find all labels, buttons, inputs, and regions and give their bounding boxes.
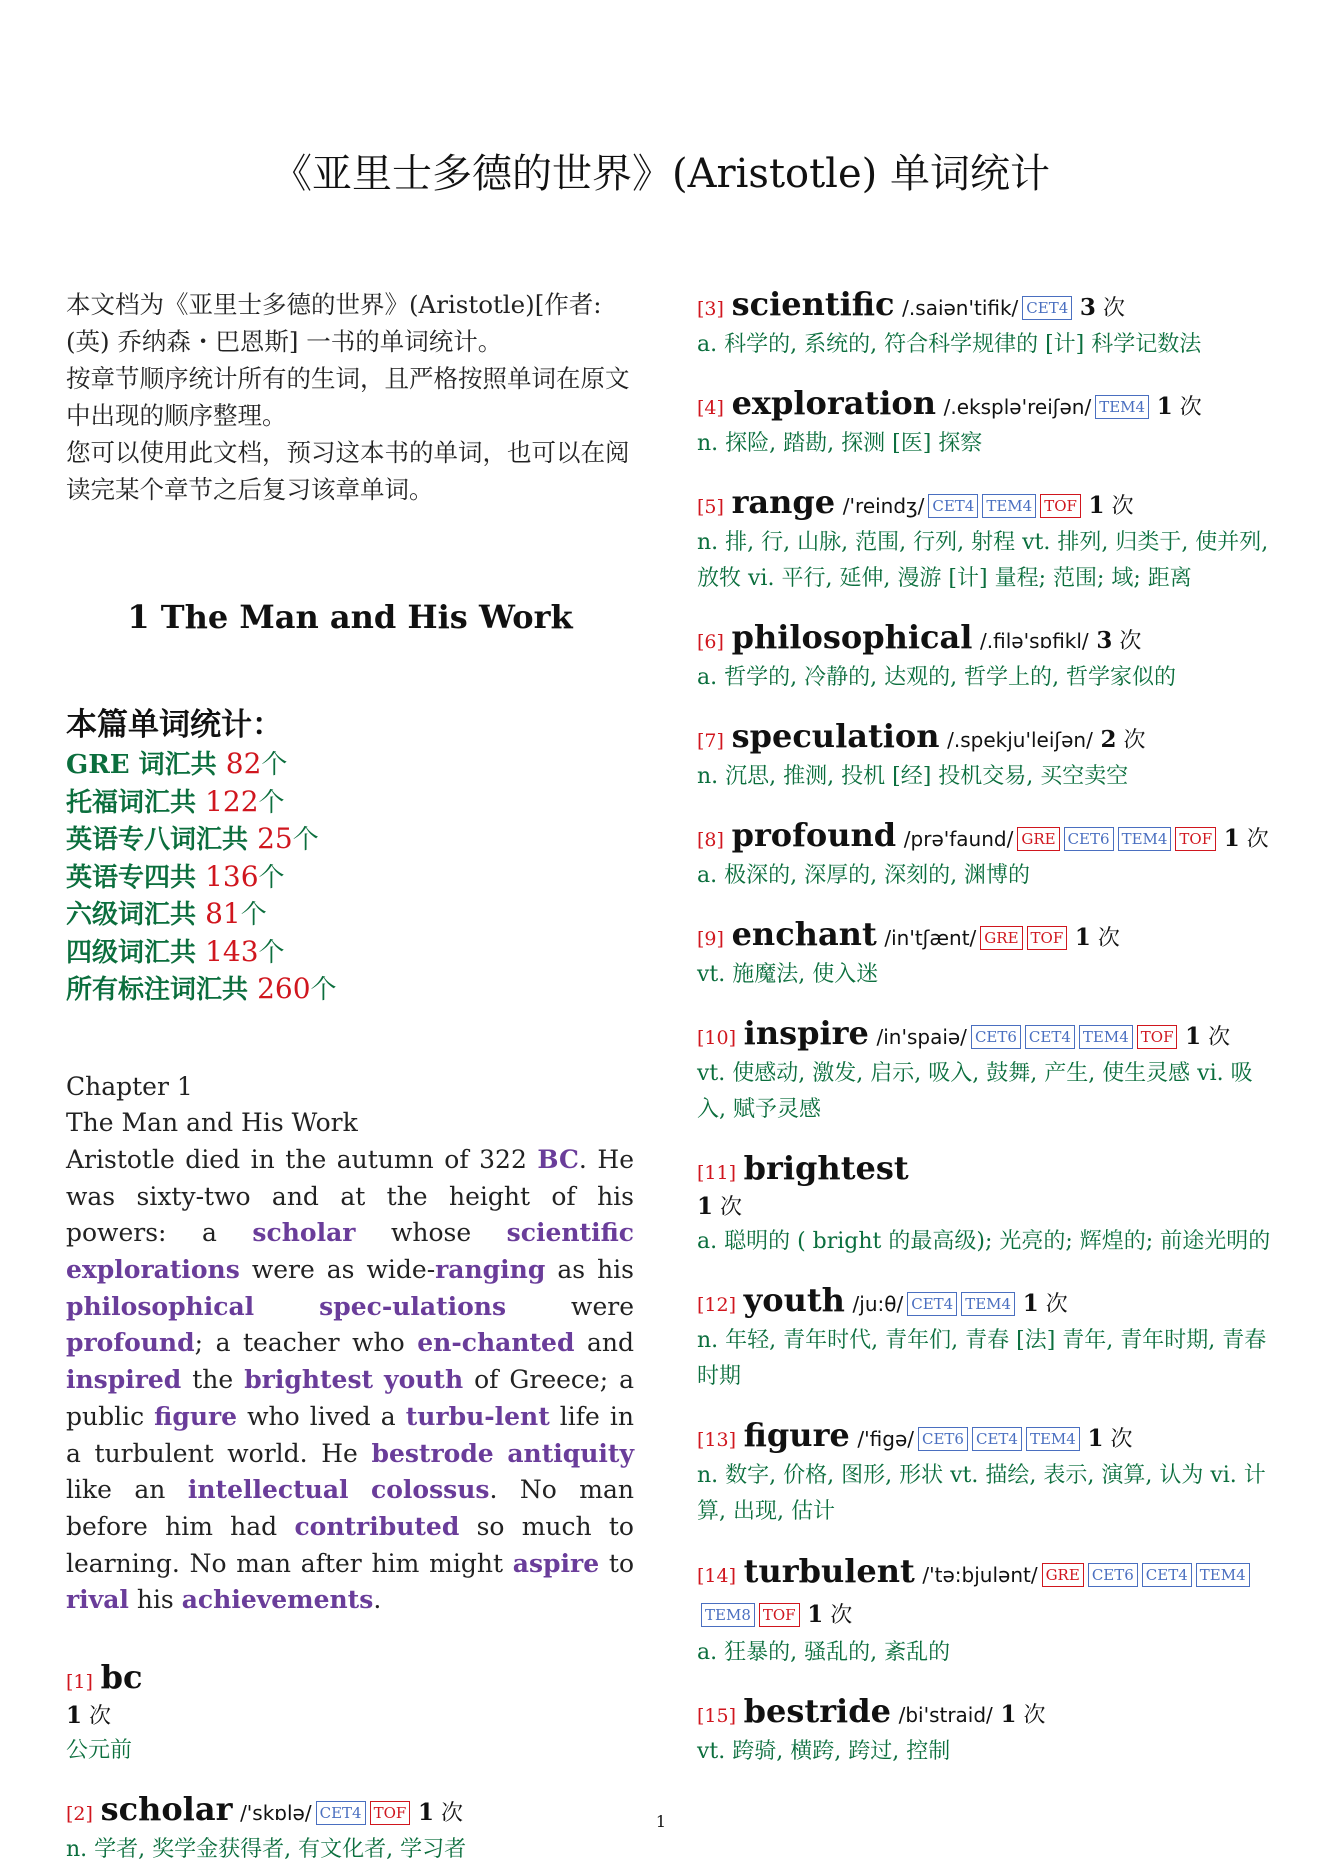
entry-index: [2]: [66, 1803, 93, 1826]
entry-count-line: [697, 1191, 1272, 1224]
exam-tag: TEM4: [1095, 395, 1149, 419]
entry-definition: a. 狂暴的, 骚乱的, 紊乱的: [697, 1640, 951, 1665]
stat-count: 122: [205, 784, 259, 818]
entry-index: [6]: [697, 631, 724, 653]
entry-phonetic: /.filə'sɒfikl/: [980, 629, 1089, 653]
count-number: 3: [1096, 627, 1113, 654]
entry-header: [697, 817, 1272, 858]
exam-tag: TEM4: [1196, 1563, 1250, 1587]
vocab-word[interactable]: rival: [66, 1585, 129, 1615]
page-title: 《亚里士多德的世界》(Aristotle) 单词统计: [272, 151, 1050, 197]
vocab-word[interactable]: scholar: [252, 1218, 356, 1248]
entry-header: [697, 286, 1272, 327]
entry-definition: n. 数字, 价格, 图形, 形状 vt. 描绘, 表示, 演算, 认为 vi. 计算, 出现, 估计: [697, 1463, 1266, 1524]
intro: [66, 286, 634, 508]
entry-definition: 公元前: [66, 1738, 133, 1764]
exam-tag: CET6: [971, 1025, 1021, 1049]
right-column: [697, 286, 1272, 1792]
entry-word[interactable]: turbulent: [743, 1552, 915, 1590]
vocab-word[interactable]: figure: [154, 1401, 238, 1431]
stats-title: 本篇单词统计：: [66, 707, 283, 743]
count-unit: 次: [1179, 395, 1202, 420]
count-unit: 次: [1246, 827, 1269, 852]
vocab-entry: [697, 484, 1272, 597]
count-unit: 次: [440, 1801, 463, 1827]
entry-count: [1080, 296, 1125, 321]
exam-tag: GRE: [1017, 827, 1059, 851]
count-number: 1: [807, 1601, 824, 1628]
entry-index: [7]: [697, 730, 724, 752]
count-number: 1: [1074, 924, 1091, 951]
entry-phonetic: /.saiən'tifik/: [902, 296, 1019, 320]
entry-word[interactable]: brightest: [743, 1149, 909, 1187]
count-number: 1: [1156, 393, 1173, 420]
count-number: 1: [1185, 1023, 1202, 1050]
entry-phonetic: /.eksplə'reiʃən/: [943, 395, 1092, 419]
vocab-entry: [697, 718, 1272, 795]
entry-definition: vt. 使感动, 激发, 启示, 吸入, 鼓舞, 产生, 使生灵感 vi. 吸入, 赋予灵感: [697, 1061, 1253, 1122]
stat-row-cet6: [66, 896, 634, 934]
exam-tag: CET6: [1064, 827, 1114, 851]
intro-paragraph: 按章节顺序统计所有的生词，且严格按照单词在原文中出现的顺序整理。: [66, 364, 630, 430]
stat-unit: 个: [292, 825, 319, 855]
vocab-word[interactable]: philosophical: [66, 1291, 255, 1321]
stat-label: 英语专八词汇共: [66, 825, 249, 855]
vocab-entry: [697, 916, 1272, 993]
exam-tag: CET4: [972, 1427, 1022, 1451]
entry-count: [1096, 629, 1141, 654]
vocab-entry: [697, 619, 1272, 696]
stat-label: GRE 词汇共: [66, 750, 217, 780]
stat-unit: 个: [261, 750, 288, 780]
stat-row-tem8: [66, 821, 634, 859]
count-unit: 次: [1045, 1292, 1068, 1317]
entry-index: [11]: [697, 1162, 737, 1184]
vocab-word[interactable]: profound: [66, 1328, 195, 1358]
entry-word[interactable]: inspire: [743, 1014, 869, 1052]
stat-count: 143: [205, 934, 259, 968]
vocab-word[interactable]: BC: [537, 1144, 579, 1174]
entry-header: [697, 1552, 1272, 1635]
vocab-word[interactable]: achievements: [181, 1585, 374, 1615]
entry-count: [66, 1704, 111, 1729]
entry-word[interactable]: speculation: [731, 717, 940, 755]
exam-tag: TOF: [1175, 827, 1216, 851]
exam-tag: GRE: [1042, 1563, 1084, 1587]
exam-tag: TOF: [370, 1801, 411, 1825]
text-run: .: [373, 1585, 382, 1615]
entry-count: [1087, 1427, 1132, 1452]
entry-definition: vt. 施魔法, 使入迷: [697, 962, 879, 987]
stat-count: 260: [257, 972, 311, 1005]
entry-phonetic: /'tə:bjulənt/: [922, 1563, 1038, 1587]
entry-header: [697, 619, 1272, 660]
entry-index: [8]: [697, 829, 724, 851]
text-run: [494, 1439, 508, 1468]
entry-phonetic: /prə'faund/: [903, 827, 1014, 851]
vocab-entry: [697, 1417, 1272, 1530]
count-unit: 次: [720, 1195, 743, 1220]
stat-unit: 个: [258, 787, 285, 818]
entry-index: [10]: [697, 1027, 737, 1049]
entry-count-line: [66, 1700, 634, 1733]
entry-definition: n. 排, 行, 山脉, 范围, 行列, 射程 vt. 排列, 归类于, 使并列, 放牧 vi. 平行, 延伸, 漫游 [计] 量程; 范围; 域; 距离: [697, 530, 1269, 591]
entry-index: [14]: [697, 1565, 737, 1587]
count-number: 1: [1000, 1701, 1017, 1728]
text-run: were as wide-: [239, 1255, 436, 1285]
exam-tag: TOF: [1027, 926, 1068, 950]
text-run: so much to learning. No man after him might: [66, 1511, 634, 1578]
stat-unit: 个: [240, 900, 267, 930]
stats-list: [66, 746, 634, 1009]
entry-header: [697, 1693, 1272, 1734]
stat-count: 136: [205, 859, 259, 893]
count-unit: 次: [89, 1704, 112, 1730]
exam-tag: TEM4: [961, 1292, 1015, 1316]
entry-index: [13]: [697, 1429, 737, 1451]
entry-phonetic: /.spekju'leiʃən/: [947, 728, 1093, 752]
vocab-word[interactable]: spec-ulations: [319, 1291, 507, 1321]
intro-paragraph: 本文档为《亚里士多德的世界》(Aristotle)[作者: (英) 乔纳森・巴恩斯] 一书的单词统计。: [66, 290, 602, 356]
vocab-word[interactable]: intellectual: [187, 1475, 349, 1505]
entry-header: [697, 1282, 1272, 1323]
count-number: 2: [1100, 726, 1117, 753]
entry-phonetic: /in'tʃænt/: [884, 926, 977, 950]
text-run: his: [128, 1585, 182, 1615]
text-run: were: [506, 1291, 634, 1321]
text-run: Aristotle died in the autumn of 322: [66, 1144, 538, 1174]
section-heading: 1 The Man and His Work: [127, 598, 573, 636]
entry-count: [1000, 1703, 1045, 1728]
count-number: 1: [1087, 1425, 1104, 1452]
vocab-entry: [697, 286, 1272, 363]
stat-unit: 个: [258, 937, 285, 968]
stat-unit: 个: [310, 975, 337, 1005]
entry-word[interactable]: bc: [100, 1658, 143, 1697]
text-run: life in a turbulent world. He: [66, 1401, 634, 1468]
stat-label: 六级词汇共: [66, 900, 197, 930]
entry-definition: n. 探险, 踏勘, 探测 [医] 探察: [697, 431, 983, 456]
stat-label: 托福词汇共: [66, 787, 197, 818]
count-number: 1: [1088, 492, 1105, 519]
entry-definition: a. 科学的, 系统的, 符合科学规律的 [计] 科学记数法: [697, 332, 1202, 357]
text-run: ; a teacher who: [194, 1328, 418, 1358]
vocab-word[interactable]: bestrode: [371, 1438, 494, 1468]
stat-unit: 个: [258, 862, 285, 893]
entry-count: [697, 1195, 742, 1220]
text-run: [349, 1475, 371, 1504]
entry-definition: n. 年轻, 青年时代, 青年们, 青春 [法] 青年, 青年时期, 青春时期: [697, 1328, 1267, 1389]
vocab-entry: [697, 1693, 1272, 1770]
stat-count: 82: [225, 747, 262, 780]
entry-word[interactable]: youth: [743, 1281, 845, 1319]
count-unit: 次: [1023, 1703, 1046, 1728]
stat-row-cet4: [66, 934, 634, 972]
vocab-word[interactable]: aspire: [512, 1548, 600, 1578]
vocab-entry: [697, 1282, 1272, 1395]
stat-label: 四级词汇共: [66, 937, 197, 968]
entry-definition: a. 聪明的 ( bright 的最高级); 光亮的; 辉煌的; 前途光明的: [697, 1229, 1271, 1254]
text-run: [373, 1365, 384, 1394]
entry-word[interactable]: exploration: [731, 384, 937, 422]
entry-definition: a. 哲学的, 冷静的, 达观的, 哲学上的, 哲学家似的: [697, 665, 1177, 690]
entry-header: [697, 1150, 1272, 1191]
entry-header: [697, 916, 1272, 957]
entry-index: [9]: [697, 928, 724, 950]
vocab-word[interactable]: inspired: [66, 1365, 182, 1395]
entry-header: [66, 1659, 634, 1700]
exam-tag: TEM4: [1026, 1427, 1080, 1451]
text-run: of Greece; a public: [66, 1365, 634, 1431]
exam-tag: CET4: [1142, 1563, 1192, 1587]
text-run: the: [181, 1365, 245, 1395]
chapter-title: The Man and His Work: [66, 1108, 358, 1138]
entry-word[interactable]: enchant: [731, 915, 877, 953]
count-number: 3: [1079, 294, 1096, 321]
count-unit: 次: [1208, 1025, 1231, 1050]
entry-count: [1075, 926, 1120, 951]
chapter-text: [66, 1069, 634, 1620]
stat-count: 81: [205, 897, 241, 930]
count-number: 1: [66, 1702, 83, 1730]
stat-count: 25: [257, 822, 293, 855]
text-run: as his: [545, 1255, 634, 1285]
exam-tag: CET6: [1088, 1563, 1138, 1587]
count-unit: 次: [1123, 728, 1146, 753]
vocab-word[interactable]: turbu-lent: [405, 1401, 550, 1431]
entry-header: [697, 718, 1272, 759]
entry-word[interactable]: scholar: [100, 1790, 233, 1829]
right-entry-list: [697, 286, 1272, 1770]
stat-label: 所有标注词汇共: [66, 975, 249, 1005]
stat-row-toefl: [66, 784, 634, 822]
exam-tag: GRE: [980, 926, 1022, 950]
entry-header: [697, 484, 1272, 525]
entry-count: [1224, 827, 1269, 852]
count-unit: 次: [1097, 926, 1120, 951]
entry-count: [1185, 1025, 1230, 1050]
vocab-entry: [66, 1659, 634, 1769]
count-unit: 次: [1111, 494, 1134, 519]
text-run: . No man before him had: [66, 1475, 635, 1541]
vocab-entry: [697, 1552, 1272, 1671]
exam-tag: CET4: [928, 494, 978, 518]
entry-index: [15]: [697, 1705, 737, 1727]
entry-header: [697, 1015, 1272, 1056]
vocab-entry: [697, 1150, 1272, 1260]
vocab-word[interactable]: youth: [384, 1365, 464, 1395]
entry-phonetic: /'figə/: [857, 1427, 914, 1451]
vocab-word[interactable]: explorations: [66, 1255, 240, 1285]
entry-definition: a. 极深的, 深厚的, 深刻的, 渊博的: [697, 863, 1031, 888]
entry-count: [1023, 1292, 1068, 1317]
count-number: 1: [417, 1799, 434, 1827]
count-unit: 次: [830, 1603, 853, 1628]
left-column: [66, 286, 634, 1870]
text-run: [254, 1292, 319, 1321]
entry-header: [697, 1417, 1272, 1458]
vocab-entry: [697, 1015, 1272, 1128]
vocab-word[interactable]: brightest: [244, 1365, 374, 1395]
chapter-label: Chapter 1: [66, 1071, 193, 1101]
vocab-word[interactable]: contributed: [294, 1511, 460, 1541]
entry-count: [807, 1603, 852, 1628]
entry-index: [5]: [697, 496, 724, 518]
entry-index: [3]: [697, 298, 724, 320]
text-run: . He was sixty-two and at the height of his powers: a: [66, 1144, 634, 1248]
count-number: 1: [697, 1193, 714, 1220]
count-unit: 次: [1102, 296, 1125, 321]
entry-index: [12]: [697, 1294, 737, 1316]
entry-index: [1]: [66, 1671, 93, 1694]
entry-word[interactable]: profound: [731, 816, 897, 854]
chapter-body: [66, 1142, 634, 1619]
entry-definition: n. 学者, 奖学金获得者, 有文化者, 学习者: [66, 1837, 467, 1863]
count-unit: 次: [1119, 629, 1142, 654]
exam-tag: TOF: [1137, 1025, 1178, 1049]
text-run: and: [574, 1328, 634, 1358]
entry-word[interactable]: scientific: [731, 285, 895, 323]
text-run: whose: [355, 1218, 507, 1248]
entry-phonetic: /ju:θ/: [852, 1292, 904, 1316]
exam-tag: TEM4: [1118, 827, 1172, 851]
exam-tag: TEM8: [701, 1603, 755, 1627]
vocab-word[interactable]: antiquity: [507, 1438, 634, 1468]
entry-count: [1157, 395, 1202, 420]
left-entry-list: [66, 1659, 634, 1868]
entry-word[interactable]: philosophical: [731, 618, 973, 656]
exam-tag: CET4: [1025, 1025, 1075, 1049]
entry-definition: vt. 跨骑, 横跨, 跨过, 控制: [697, 1739, 951, 1764]
stat-row-tem4: [66, 859, 634, 897]
entry-phonetic: /'skɒlə/: [240, 1801, 312, 1826]
vocab-word[interactable]: scientific: [506, 1218, 634, 1248]
exam-tag: CET4: [907, 1292, 957, 1316]
entry-word[interactable]: range: [731, 483, 836, 521]
exam-tag: TEM4: [1079, 1025, 1133, 1049]
stat-row-gre: [66, 746, 634, 784]
text-run: like an: [66, 1475, 188, 1505]
intro-paragraph: 您可以使用此文档，预习这本书的单词，也可以在阅读完某个章节之后复习该章单词。: [66, 438, 630, 504]
exam-tag: TOF: [759, 1603, 800, 1627]
entry-definition: n. 沉思, 推测, 投机 [经] 投机交易, 买空卖空: [697, 764, 1129, 789]
vocab-word[interactable]: ranging: [435, 1255, 546, 1285]
page-number: 1: [655, 1812, 667, 1831]
entry-count: [1089, 494, 1134, 519]
entry-phonetic: /bi'straid/: [898, 1703, 993, 1727]
exam-tag: TEM4: [982, 494, 1036, 518]
vocab-word[interactable]: colossus: [371, 1475, 490, 1505]
count-unit: 次: [1110, 1427, 1133, 1452]
entry-count: [1100, 728, 1145, 753]
entry-phonetic: /in'spaiə/: [876, 1025, 967, 1049]
entry-header: [697, 385, 1272, 426]
vocab-entry: [697, 817, 1272, 894]
text-run: to: [599, 1548, 634, 1578]
entry-index: [4]: [697, 397, 724, 419]
vocab-entry: [697, 385, 1272, 462]
stat-label: 英语专四共: [66, 862, 197, 893]
count-number: 1: [1223, 825, 1240, 852]
stat-row-all: [66, 971, 634, 1009]
vocab-word[interactable]: en-chanted: [417, 1328, 575, 1358]
entry-word[interactable]: figure: [743, 1416, 850, 1454]
entry-word[interactable]: bestride: [743, 1692, 891, 1730]
text-run: who lived a: [237, 1401, 406, 1431]
exam-tag: TOF: [1040, 494, 1081, 518]
count-number: 1: [1022, 1290, 1039, 1317]
exam-tag: CET6: [918, 1427, 968, 1451]
entry-phonetic: /'reindʒ/: [842, 494, 925, 518]
exam-tag: CET4: [316, 1801, 366, 1825]
exam-tag: CET4: [1022, 296, 1072, 320]
